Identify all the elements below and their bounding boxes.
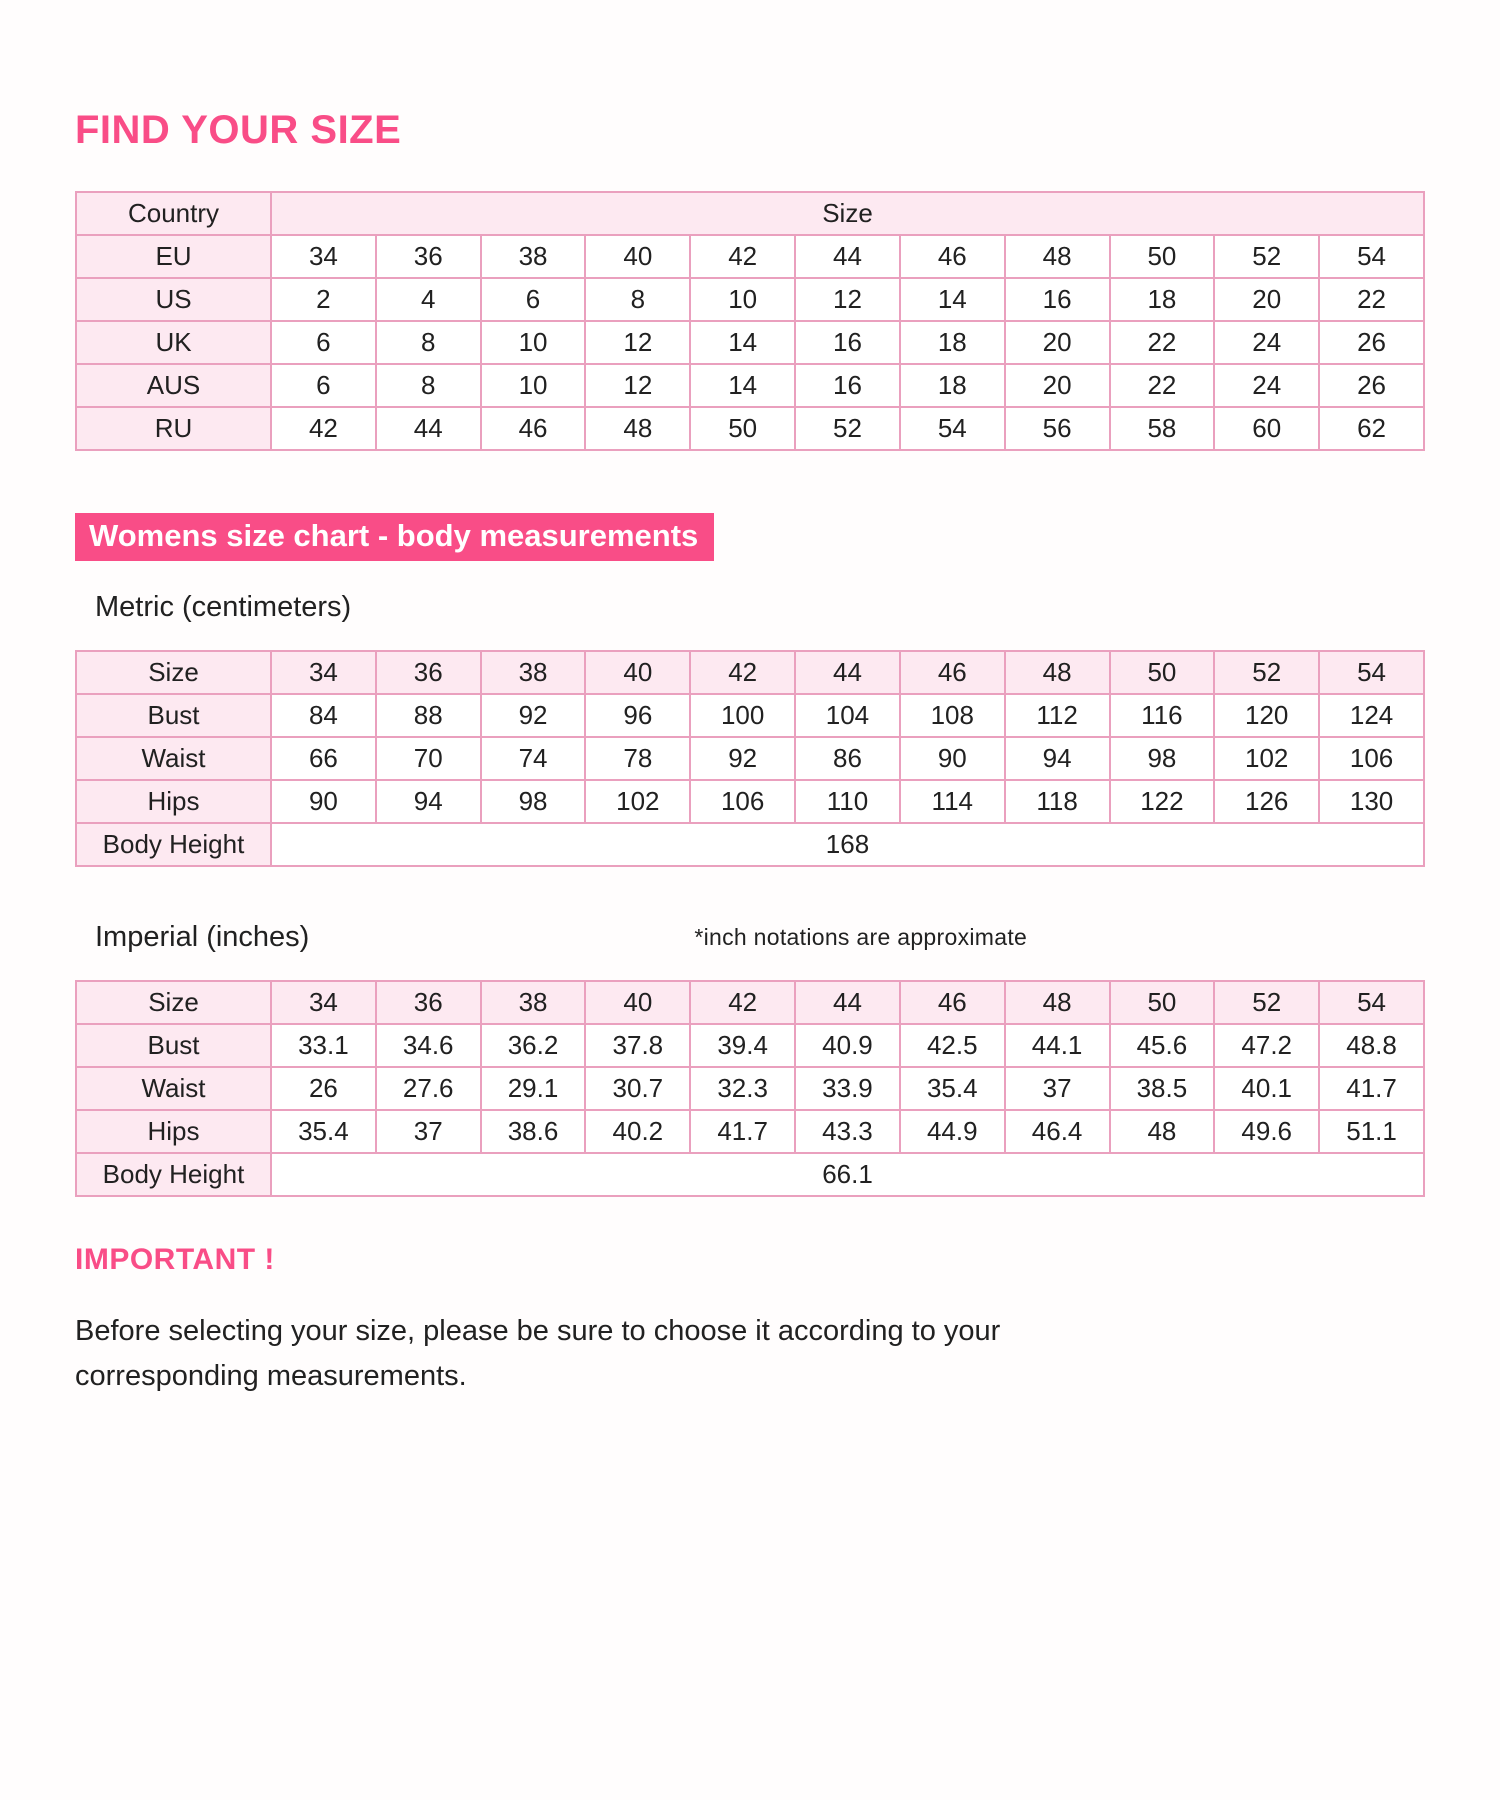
value-cell: 50 [690,407,795,450]
value-cell: 37.8 [585,1024,690,1067]
metric-table-header-row [76,651,1424,694]
value-cell: 78 [585,737,690,780]
value-cell: 92 [481,694,586,737]
imperial-table [75,980,1425,1197]
metric-table [75,650,1425,867]
value-cell: 8 [376,321,481,364]
value-cell: 44 [795,651,900,694]
value-cell: 124 [1319,694,1424,737]
value-cell: 12 [585,364,690,407]
value-cell: 58 [1110,407,1215,450]
value-cell: 45.6 [1110,1024,1215,1067]
value-cell: 41.7 [1319,1067,1424,1110]
value-cell: 44.1 [1005,1024,1110,1067]
value-cell: 24 [1214,364,1319,407]
value-cell: 94 [1005,737,1110,780]
body-height-value-cell: 66.1 [271,1153,1424,1196]
value-cell: 44.9 [900,1110,1005,1153]
value-cell: 8 [585,278,690,321]
value-cell: 90 [271,780,376,823]
value-cell: 18 [900,321,1005,364]
value-cell: 33.9 [795,1067,900,1110]
value-cell: 106 [690,780,795,823]
value-cell: 90 [900,737,1005,780]
value-cell: 35.4 [900,1067,1005,1110]
value-cell: 40 [585,235,690,278]
value-cell: 10 [481,364,586,407]
important-label: IMPORTANT ! [75,1243,275,1276]
table-row-hips [76,1110,1424,1153]
value-cell: 26 [1319,321,1424,364]
value-cell: 86 [795,737,900,780]
value-cell: 24 [1214,321,1319,364]
row-label-cell: Bust [76,1024,271,1067]
value-cell: 88 [376,694,481,737]
value-cell: 48 [585,407,690,450]
value-cell: 46 [481,407,586,450]
value-cell: 62 [1319,407,1424,450]
value-cell: 14 [690,321,795,364]
value-cell: 16 [795,364,900,407]
value-cell: 10 [690,278,795,321]
row-label-cell: UK [76,321,271,364]
value-cell: 50 [1110,235,1215,278]
row-label-cell: US [76,278,271,321]
value-cell: 44 [795,235,900,278]
row-label-cell: Hips [76,780,271,823]
country-size-table [75,191,1425,451]
value-cell: 42.5 [900,1024,1005,1067]
row-label-cell: EU [76,235,271,278]
value-cell: 108 [900,694,1005,737]
table-row-aus [76,364,1424,407]
value-cell: 110 [795,780,900,823]
value-cell: 96 [585,694,690,737]
value-cell: 46 [900,235,1005,278]
value-cell: 50 [1110,651,1215,694]
size-label-cell: Size [76,981,271,1024]
value-cell: 16 [795,321,900,364]
value-cell: 51.1 [1319,1110,1424,1153]
table-row-bust [76,694,1424,737]
value-cell: 8 [376,364,481,407]
table-row-waist [76,737,1424,780]
value-cell: 48 [1005,651,1110,694]
value-cell: 39.4 [690,1024,795,1067]
value-cell: 34 [271,651,376,694]
value-cell: 48.8 [1319,1024,1424,1067]
page-title: FIND YOUR SIZE [75,108,402,152]
value-cell: 35.4 [271,1110,376,1153]
row-label-cell: Hips [76,1110,271,1153]
row-label-cell: Body Height [76,1153,271,1196]
value-cell: 122 [1110,780,1215,823]
value-cell: 49.6 [1214,1110,1319,1153]
value-cell: 33.1 [271,1024,376,1067]
value-cell: 14 [690,364,795,407]
value-cell: 92 [690,737,795,780]
value-cell: 27.6 [376,1067,481,1110]
value-cell: 52 [1214,235,1319,278]
section-banner-wrap [75,513,1425,561]
value-cell: 44 [376,407,481,450]
row-label-cell: RU [76,407,271,450]
value-cell: 44 [795,981,900,1024]
value-cell: 4 [376,278,481,321]
table-row-hips [76,780,1424,823]
imperial-section-label: Imperial (inches) [95,921,310,953]
row-label-cell: Waist [76,1067,271,1110]
value-cell: 36 [376,235,481,278]
value-cell: 54 [900,407,1005,450]
imperial-section-header [75,921,1425,954]
table-row-body-height [76,823,1424,866]
value-cell: 38 [481,981,586,1024]
metric-section-label: Metric (centimeters) [95,591,352,623]
value-cell: 54 [1319,651,1424,694]
value-cell: 106 [1319,737,1424,780]
country-header-cell: Country [76,192,271,235]
value-cell: 52 [1214,981,1319,1024]
value-cell: 42 [690,981,795,1024]
table-row-us [76,278,1424,321]
size-label-cell: Size [76,651,271,694]
value-cell: 14 [900,278,1005,321]
value-cell: 42 [690,651,795,694]
value-cell: 37 [1005,1067,1110,1110]
value-cell: 18 [900,364,1005,407]
section-banner: Womens size chart - body measurements [75,513,714,561]
value-cell: 48 [1005,981,1110,1024]
row-label-cell: Bust [76,694,271,737]
value-cell: 22 [1110,321,1215,364]
value-cell: 120 [1214,694,1319,737]
value-cell: 38.5 [1110,1067,1215,1110]
value-cell: 40 [585,981,690,1024]
value-cell: 116 [1110,694,1215,737]
country-table-header-row [76,192,1424,235]
value-cell: 56 [1005,407,1110,450]
value-cell: 38 [481,235,586,278]
value-cell: 54 [1319,981,1424,1024]
table-row-waist [76,1067,1424,1110]
table-row-uk [76,321,1424,364]
important-text: Before selecting your size, please be sure to choose it according to your corresponding measurements. [75,1315,1001,1392]
value-cell: 40 [585,651,690,694]
table-row-eu [76,235,1424,278]
value-cell: 36 [376,981,481,1024]
value-cell: 26 [1319,364,1424,407]
value-cell: 98 [481,780,586,823]
value-cell: 32.3 [690,1067,795,1110]
value-cell: 114 [900,780,1005,823]
value-cell: 94 [376,780,481,823]
value-cell: 104 [795,694,900,737]
table-row-ru [76,407,1424,450]
value-cell: 48 [1005,235,1110,278]
value-cell: 29.1 [481,1067,586,1110]
value-cell: 36.2 [481,1024,586,1067]
inch-approximate-note: *inch notations are approximate [694,924,1028,950]
value-cell: 70 [376,737,481,780]
row-label-cell: Waist [76,737,271,780]
value-cell: 38.6 [481,1110,586,1153]
value-cell: 2 [271,278,376,321]
value-cell: 74 [481,737,586,780]
value-cell: 26 [271,1067,376,1110]
value-cell: 41.7 [690,1110,795,1153]
value-cell: 66 [271,737,376,780]
value-cell: 30.7 [585,1067,690,1110]
value-cell: 40.2 [585,1110,690,1153]
value-cell: 38 [481,651,586,694]
value-cell: 46.4 [1005,1110,1110,1153]
value-cell: 100 [690,694,795,737]
value-cell: 126 [1214,780,1319,823]
value-cell: 34 [271,981,376,1024]
value-cell: 6 [271,364,376,407]
table-row-body-height [76,1153,1424,1196]
value-cell: 46 [900,651,1005,694]
value-cell: 6 [271,321,376,364]
value-cell: 34.6 [376,1024,481,1067]
value-cell: 10 [481,321,586,364]
value-cell: 84 [271,694,376,737]
value-cell: 52 [795,407,900,450]
value-cell: 102 [1214,737,1319,780]
size-header-cell: Size [271,192,1424,235]
value-cell: 37 [376,1110,481,1153]
value-cell: 20 [1005,321,1110,364]
value-cell: 43.3 [795,1110,900,1153]
value-cell: 12 [585,321,690,364]
value-cell: 6 [481,278,586,321]
row-label-cell: Body Height [76,823,271,866]
value-cell: 40.9 [795,1024,900,1067]
value-cell: 52 [1214,651,1319,694]
value-cell: 48 [1110,1110,1215,1153]
value-cell: 47.2 [1214,1024,1319,1067]
value-cell: 42 [271,407,376,450]
value-cell: 22 [1110,364,1215,407]
table-row-bust [76,1024,1424,1067]
value-cell: 40.1 [1214,1067,1319,1110]
body-height-value-cell: 168 [271,823,1424,866]
imperial-table-header-row [76,981,1424,1024]
value-cell: 42 [690,235,795,278]
value-cell: 16 [1005,278,1110,321]
value-cell: 46 [900,981,1005,1024]
value-cell: 60 [1214,407,1319,450]
value-cell: 54 [1319,235,1424,278]
value-cell: 36 [376,651,481,694]
value-cell: 112 [1005,694,1110,737]
value-cell: 20 [1005,364,1110,407]
value-cell: 34 [271,235,376,278]
value-cell: 98 [1110,737,1215,780]
value-cell: 12 [795,278,900,321]
row-label-cell: AUS [76,364,271,407]
value-cell: 20 [1214,278,1319,321]
value-cell: 50 [1110,981,1215,1024]
value-cell: 102 [585,780,690,823]
value-cell: 18 [1110,278,1215,321]
value-cell: 130 [1319,780,1424,823]
value-cell: 22 [1319,278,1424,321]
value-cell: 118 [1005,780,1110,823]
